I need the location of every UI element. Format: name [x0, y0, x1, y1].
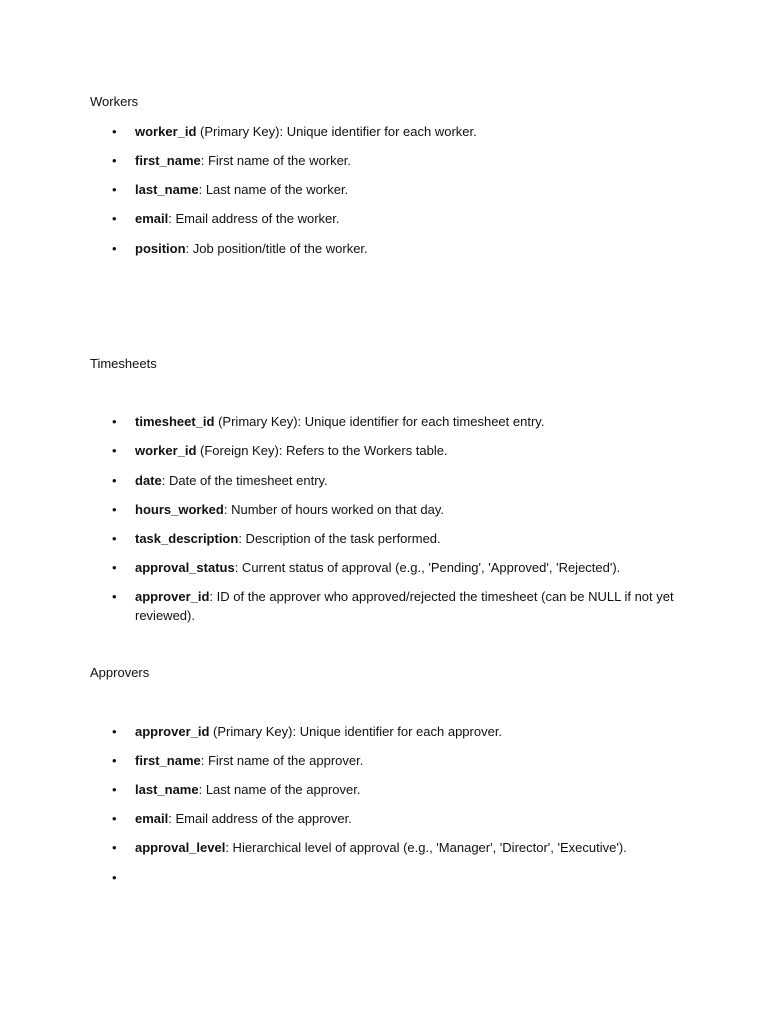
- field-name: task_description: [135, 531, 239, 546]
- bullet-icon: •: [112, 811, 117, 826]
- bullet-icon: •: [112, 782, 117, 797]
- field-name: first_name: [135, 153, 201, 168]
- bullet-icon: •: [112, 753, 117, 768]
- field-name: approval_status: [135, 560, 235, 575]
- section-title-timesheets: Timesheets: [90, 356, 157, 371]
- bullet-icon: •: [112, 124, 117, 139]
- bullet-icon: •: [112, 211, 117, 226]
- field-name: email: [135, 211, 169, 226]
- field-description: : Description of the task performed.: [238, 531, 441, 546]
- field-description: (Foreign Key): Refers to the Workers table.: [196, 443, 448, 458]
- bullet-icon: •: [112, 840, 117, 855]
- section-title-workers: Workers: [90, 94, 139, 109]
- field-description: : Last name of the worker.: [198, 182, 349, 197]
- field-description: : ID of the approver who approved/rejected the timesheet (can be NULL if not yet reviewed).: [135, 589, 674, 623]
- bullet-icon: •: [112, 560, 117, 575]
- field-description: : Email address of the worker.: [168, 211, 340, 226]
- field-name: approver_id: [135, 724, 210, 739]
- bullet-icon: •: [112, 724, 117, 739]
- field-name: hours_worked: [135, 502, 224, 517]
- field-name: first_name: [135, 753, 201, 768]
- field-name: worker_id: [135, 443, 197, 458]
- field-name: worker_id: [135, 124, 197, 139]
- bullet-icon: •: [112, 241, 117, 256]
- section-title-approvers: Approvers: [90, 665, 150, 680]
- field-description: : Email address of the approver.: [168, 811, 352, 826]
- bullet-icon: •: [112, 870, 117, 885]
- bullet-icon: •: [112, 443, 117, 458]
- bullet-icon: •: [112, 153, 117, 168]
- field-description: : Date of the timesheet entry.: [161, 473, 328, 488]
- field-description: : Last name of the approver.: [198, 782, 361, 797]
- bullet-icon: •: [112, 589, 117, 604]
- bullet-icon: •: [112, 531, 117, 546]
- field-description: : Job position/title of the worker.: [185, 241, 368, 256]
- field-name: last_name: [135, 182, 199, 197]
- bullet-icon: •: [112, 473, 117, 488]
- field-name: last_name: [135, 782, 199, 797]
- field-description: (Primary Key): Unique identifier for each approver.: [209, 724, 503, 739]
- bullet-icon: •: [112, 502, 117, 517]
- field-name: date: [135, 473, 162, 488]
- field-name: email: [135, 811, 169, 826]
- field-name: approver_id: [135, 589, 210, 604]
- bullet-icon: •: [112, 182, 117, 197]
- field-description: : Number of hours worked on that day.: [223, 502, 445, 517]
- bullet-icon: •: [112, 414, 117, 429]
- field-name: approval_level: [135, 840, 226, 855]
- field-description: : Hierarchical level of approval (e.g., 'Manager', 'Director', 'Executive').: [225, 840, 627, 855]
- field-description: (Primary Key): Unique identifier for each timesheet entry.: [214, 414, 545, 429]
- field-name: timesheet_id: [135, 414, 215, 429]
- field-description: : First name of the worker.: [200, 153, 352, 168]
- field-name: position: [135, 241, 186, 256]
- field-description: : First name of the approver.: [200, 753, 364, 768]
- field-description: (Primary Key): Unique identifier for each worker.: [196, 124, 477, 139]
- field-description: : Current status of approval (e.g., 'Pending', 'Approved', 'Rejected').: [234, 560, 621, 575]
